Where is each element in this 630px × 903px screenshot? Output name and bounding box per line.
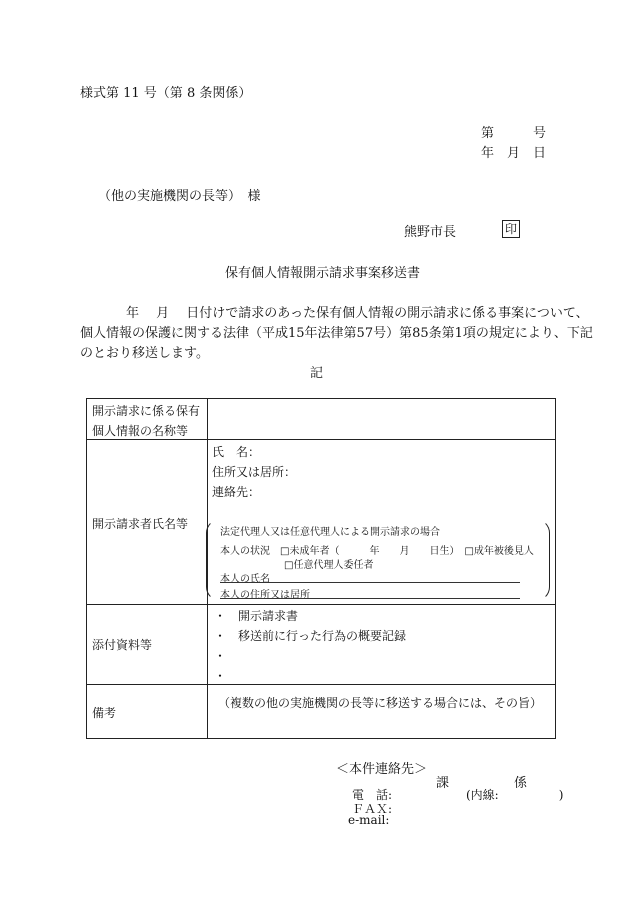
document-title: 保有個人情報開示請求事案移送書 xyxy=(225,266,421,281)
row-info-name-label: 開示請求に係る保有 xyxy=(92,404,201,418)
representative-status-2: □任意代理人委任者 xyxy=(284,560,374,571)
contact-header: ＜本件連絡先＞ xyxy=(336,762,428,777)
body-line-2: 個人情報の保護に関する法律（平成15年法律第57号）第85条第1項の規定により、下記 xyxy=(80,326,593,341)
ki-marker: 記 xyxy=(310,366,324,381)
requester-name-field: 氏 名： xyxy=(212,445,261,459)
remarks-note: （複数の他の実施機関の長等に移送する場合には、その旨） xyxy=(218,696,543,710)
requester-address-field: 住所又は居所： xyxy=(212,465,297,479)
representative-person-address: 本人の住所又は居所 xyxy=(220,590,310,601)
contact-email-label: e-mail: xyxy=(348,813,390,827)
attachment-item: ・ xyxy=(214,649,227,663)
row-remarks-label: 備考 xyxy=(92,706,117,720)
sender-name: 熊野市長 xyxy=(404,225,457,240)
row-requester-label: 開示請求者氏名等 xyxy=(92,517,189,531)
contact-fax-label: ＦＡＸ: xyxy=(352,802,393,816)
contact-phone-label: 電 話: xyxy=(352,788,393,802)
attachment-item: ・ xyxy=(214,669,227,683)
addressee: （他の実施機関の長等） 様 xyxy=(98,189,261,204)
form-number: 様式第 11 号（第 8 条関係） xyxy=(80,86,252,101)
person-name-underline xyxy=(220,582,520,583)
body-line-1: 年 月 日付けで請求のあった保有個人情報の開示請求に係る事案について、 xyxy=(126,306,589,321)
body-line-3: のとおり移送します。 xyxy=(80,346,209,361)
contact-phone-extension: (内線: ) xyxy=(466,788,564,802)
representative-title: 法定代理人又は任意代理人による開示請求の場合 xyxy=(220,527,440,538)
seal-mark: 印 xyxy=(502,220,520,238)
document-date: 年 月 日 xyxy=(481,146,547,161)
table-row-divider xyxy=(87,439,555,440)
row-info-name-label-2: 個人情報の名称等 xyxy=(92,424,189,438)
requester-contact-field: 連絡先： xyxy=(212,485,261,499)
representative-person-name: 本人の氏名 xyxy=(220,574,270,585)
representative-status: 本人の状況 □未成年者（ 年 月 日生） □成年被後見人 xyxy=(220,546,534,557)
document-number: 第 号 xyxy=(481,126,547,141)
attachment-item: ・ 開示請求書 xyxy=(214,609,299,623)
table-row-divider xyxy=(87,604,555,605)
contact-section: 課 係 xyxy=(436,776,528,791)
table-row-divider xyxy=(87,684,555,685)
row-attachments-label: 添付資料等 xyxy=(92,638,153,652)
attachment-item: ・ 移送前に行った行為の概要記録 xyxy=(214,629,407,643)
person-address-underline xyxy=(220,598,520,599)
